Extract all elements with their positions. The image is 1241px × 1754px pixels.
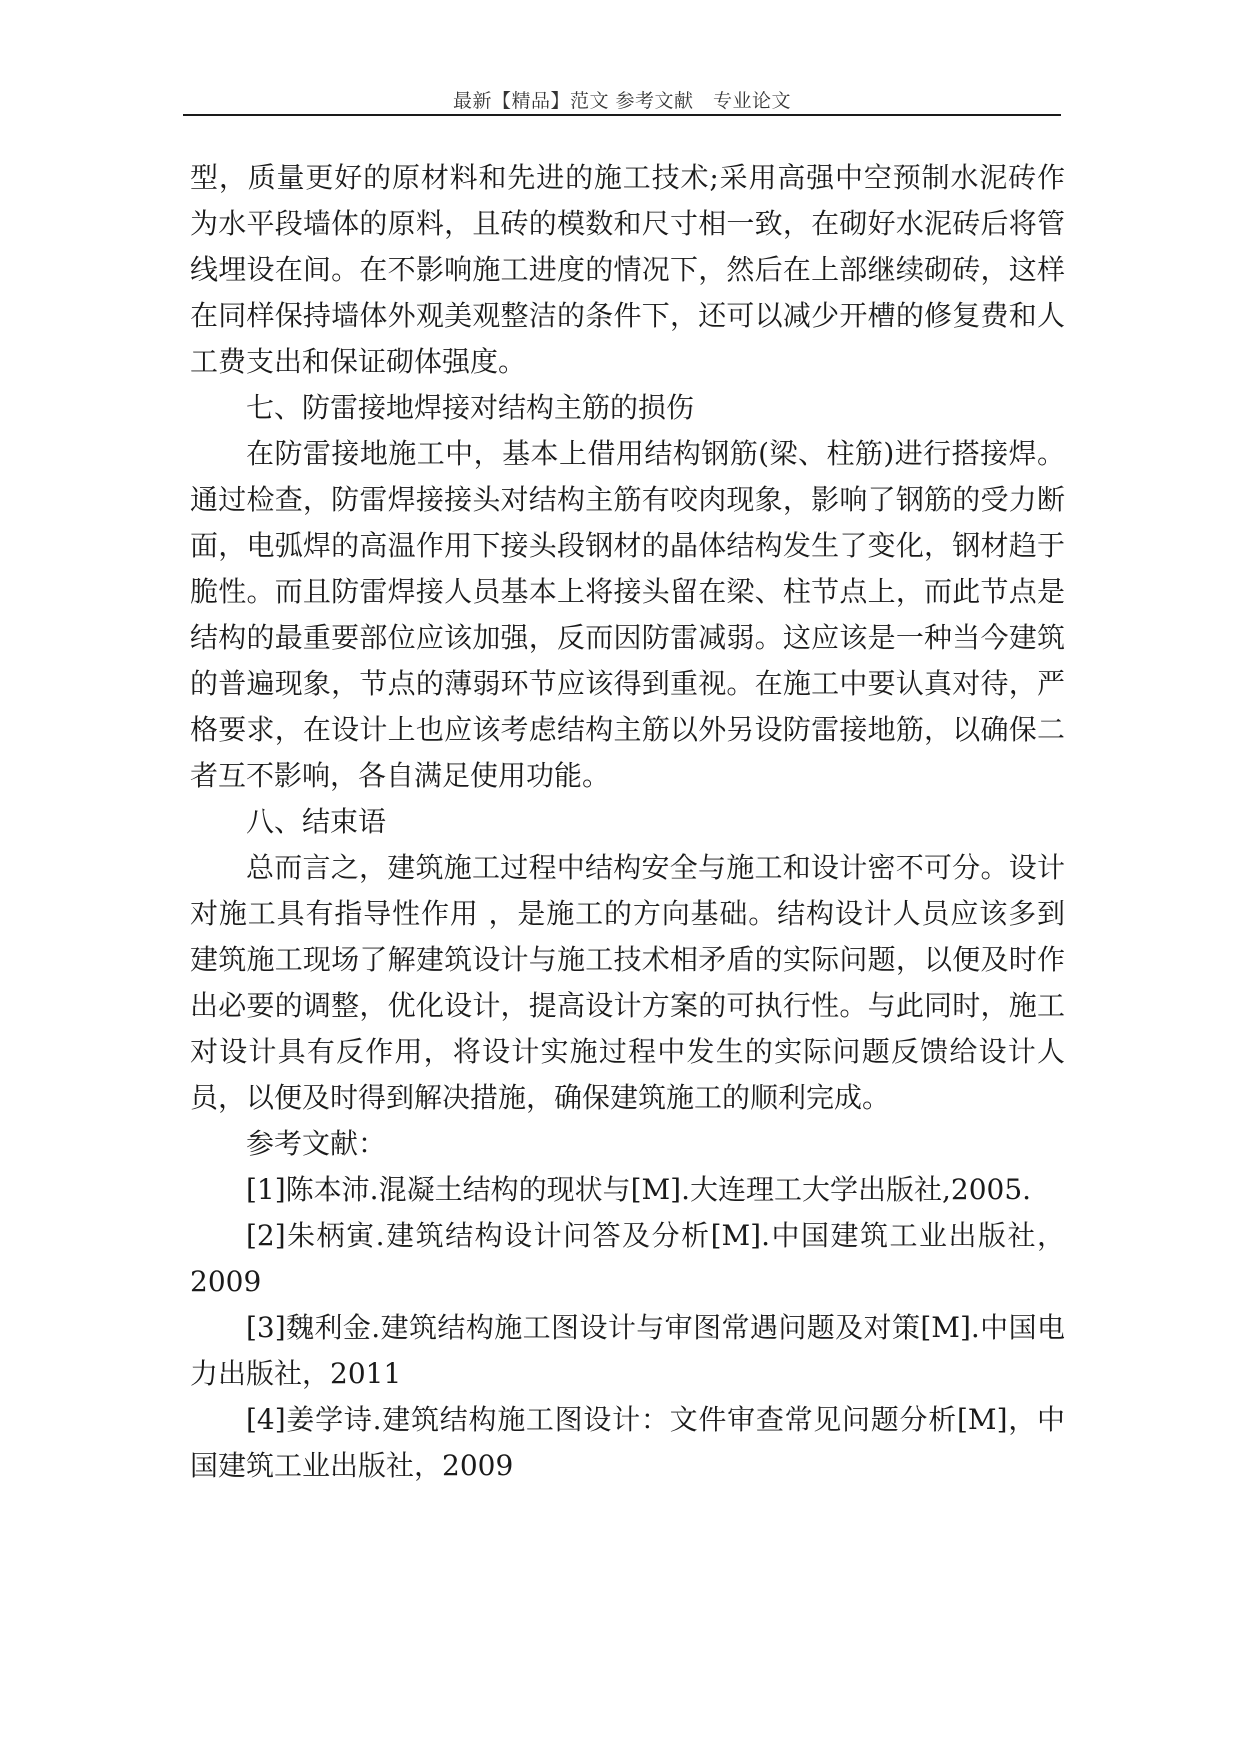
reference-item-3: [3]魏利金.建筑结构施工图设计与审图常遇问题及对策[M].中国电力出版社，2011 (190, 1311, 1065, 1390)
page-header: 最新【精品】范文 参考文献 专业论文 (452, 90, 792, 112)
section-heading-7: 七、防雷接地焊接对结构主筋的损伤 (246, 391, 695, 424)
reference-item-2: [2]朱柄寅.建筑结构设计问答及分析[M].中国建筑工业出版社，2009 (190, 1219, 1065, 1298)
document-body (190, 155, 1065, 1489)
paragraph-continuation: 型，质量更好的原材料和先进的施工技术;采用高强中空预制水泥砖作为水平段墙体的原料，且砖的模数和尺寸相一致，在砌好水泥砖后将管线埋设在间。在不影响施工进度的情况下，然后在上部继续砌砖，这样在同样保持墙体外观美观整洁的条件下，还可以减少开槽的修复费和人工费支出和保证砌体强度。 (190, 161, 1065, 378)
paragraph-conclusion: 总而言之，建筑施工过程中结构安全与施工和设计密不可分。设计对施工具有指导性作用 ，是施工的方向基础。结构设计人员应该多到建筑施工现场了解建筑设计与施工技术相矛盾的实际问题，以便及时作出必要的调整，优化设计，提高设计方案的可执行性。与此同时，施工对设计具有反作用，将设计实施过程中发生的实际问题反馈给设计人员，以便及时得到解决措施，确保建筑施工的顺利完成。 (190, 851, 1065, 1114)
reference-item-1: [1]陈本沛.混凝土结构的现状与[M].大连理工大学出版社,2005. (246, 1173, 1032, 1206)
section-heading-8: 八、结束语 (246, 805, 387, 838)
header-divider (183, 114, 1061, 116)
reference-item-4: [4]姜学诗.建筑结构施工图设计：文件审查常见问题分析[M]，中国建筑工业出版社，2009 (190, 1403, 1065, 1482)
paragraph-lightning-protection: 在防雷接地施工中，基本上借用结构钢筋(梁、柱筋)进行搭接焊。通过检查，防雷焊接接头对结构主筋有咬肉现象，影响了钢筋的受力断面，电弧焊的高温作用下接头段钢材的晶体结构发生了变化，钢材趋于脆性。而且防雷焊接人员基本上将接头留在梁、柱节点上，而此节点是结构的最重要部位应该加强，反而因防雷减弱。这应该是一种当今建筑的普遍现象，节点的薄弱环节应该得到重视。在施工中要认真对待，严格要求，在设计上也应该考虑结构主筋以外另设防雷接地筋，以确保二者互不影响，各自满足使用功能。 (190, 437, 1065, 792)
references-heading: 参考文献： (246, 1127, 387, 1160)
